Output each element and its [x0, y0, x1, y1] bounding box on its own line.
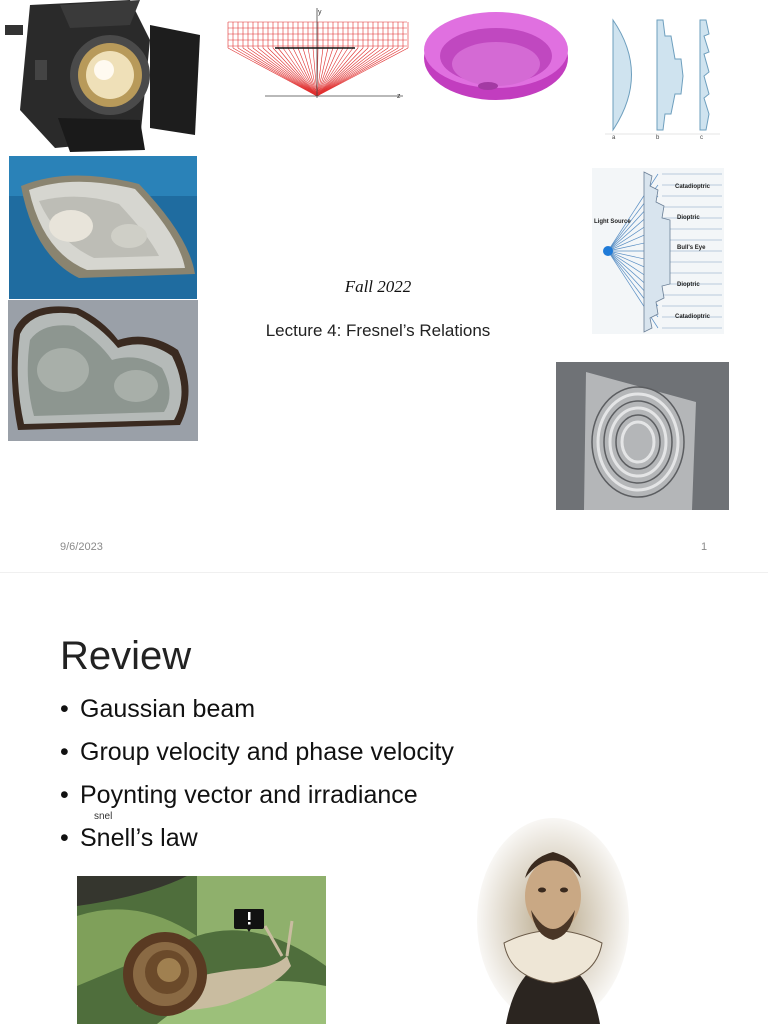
stage-light-image	[0, 0, 205, 152]
catadioptric-bottom-label: Catadioptric	[675, 314, 711, 320]
bullet-gaussian-beam: • Gaussian beam	[60, 690, 454, 733]
light-source-label: Light Source	[594, 219, 631, 225]
dioptric-top-label: Dioptric	[677, 215, 700, 221]
beam-diagram-y-label: y	[318, 9, 322, 16]
lens-label-a: a	[612, 135, 616, 140]
lecture-title: Lecture 4: Fresnel’s Relations	[265, 321, 491, 340]
snel-annotation: snel	[94, 811, 113, 822]
lens-label-c: c	[700, 135, 703, 140]
review-title: Review	[60, 634, 192, 678]
slide-number: 1	[701, 541, 708, 553]
snail-image	[77, 876, 326, 1024]
lens-cross-section-diagram	[605, 14, 720, 140]
dioptric-bottom-label: Dioptric	[677, 282, 700, 288]
catadioptric-top-label: Catadioptric	[675, 184, 711, 190]
bullet-snells-law: • Snell’s law	[60, 819, 454, 862]
bulls-eye-label: Bull's Eye	[677, 245, 706, 251]
snell-portrait-image	[476, 818, 630, 1024]
lighthouse-lens-diagram	[592, 168, 724, 334]
fresnel-ray-diagram	[225, 8, 410, 100]
bullet-poynting-vector: • Poynting vector and irradiance	[60, 776, 454, 819]
lens-label-b: b	[656, 135, 660, 140]
slide-date: 9/6/2023	[60, 541, 103, 553]
review-bullet-list	[60, 690, 454, 862]
slide-divider	[0, 572, 768, 573]
beam-diagram-z-label: z	[397, 93, 401, 100]
term-label: Fall 2022	[344, 277, 412, 296]
pink-fresnel-lens-image	[422, 6, 570, 104]
feedback-icon[interactable]	[234, 909, 264, 929]
bullet-group-phase-velocity: • Group velocity and phase velocity	[60, 733, 454, 776]
clear-fresnel-lens-image	[556, 362, 729, 510]
